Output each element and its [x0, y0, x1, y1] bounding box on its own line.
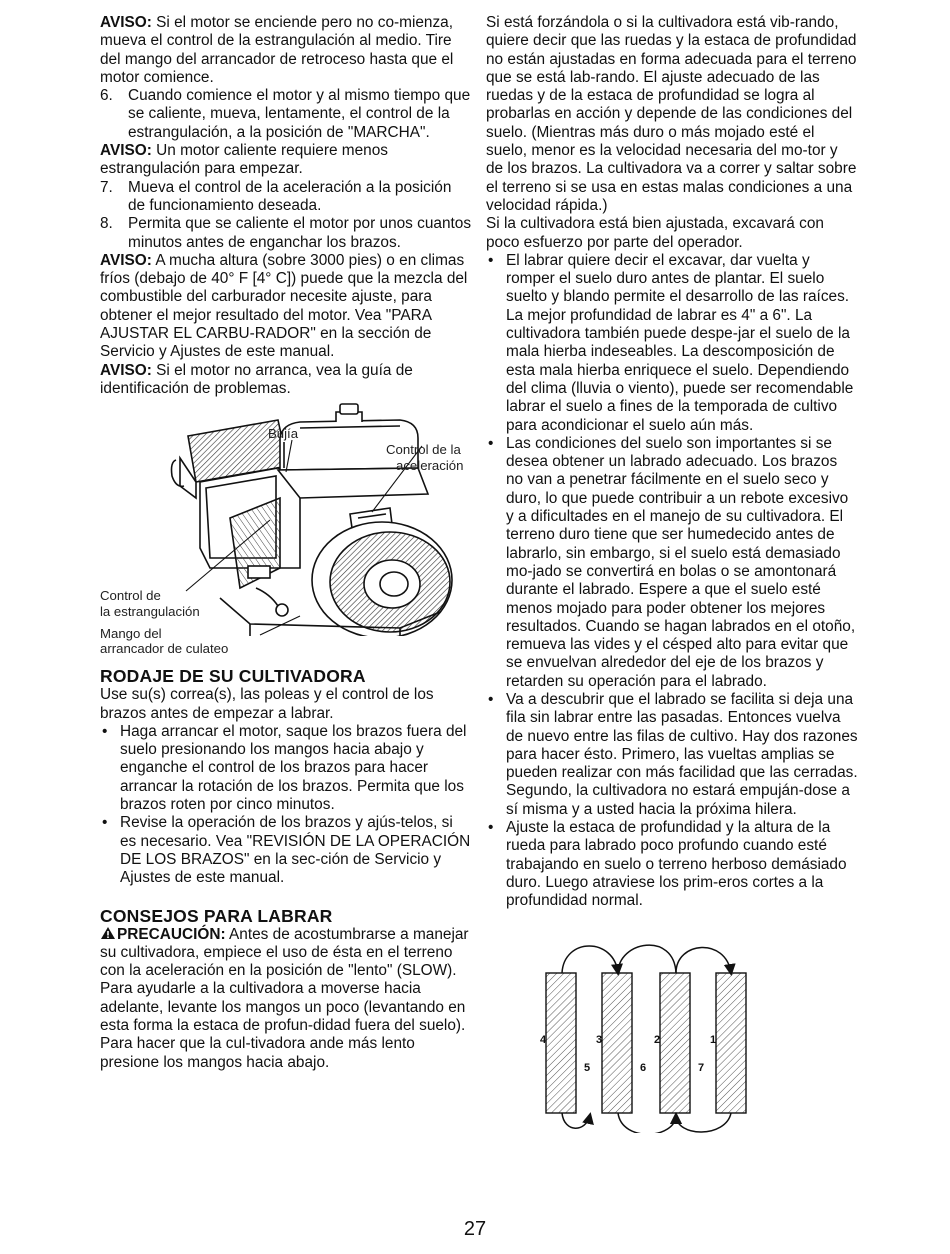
- heading-break-in: RODAJE DE SU CULTIVADORA: [100, 666, 366, 687]
- caution-paragraph: PRECAUCIÓN: Antes de acostumbrarse a manejar su cultivadora, empiece el uso de ésta en el terreno con la aceleración en la posición de "lento" (SLOW).: [100, 925, 469, 980]
- break-in-bullet-1: • Haga arrancar el motor, saque los brazos fuera del suelo presionando los mangos hacia abajo y enganche el control de los brazos para hacer arrancar la rotación de los brazos. Permita que los brazos roten por cinco minutos.: [102, 722, 467, 814]
- step-8: 8. Permita que se caliente el motor por unos cuantos minutos antes de enganchar los brazos.: [100, 215, 472, 251]
- step-6: 6. Cuando comience el motor y al mismo tiempo que se caliente, mueva, lentamente, el control de la estrangulación, a la posición de "MARCHA".: [100, 87, 471, 141]
- tips-bullet-4: • Ajuste la estaca de profundidad y la altura de la rueda para labrado poco profundo cuando esté trabajando en suelo o terreno herboso demásiado duro. Luego atraviese los prim-eros cortes a la profundidad normal.: [488, 819, 847, 910]
- tilling-pattern-diagram: [526, 933, 766, 1133]
- left-column: [100, 14, 472, 1072]
- label-spark-plug: Bujía: [268, 426, 299, 442]
- break-in-intro: Use su(s) correa(s), las poleas y el control de los brazos antes de empezar a labrar.: [100, 686, 434, 722]
- step-7: 7. Mueva el control de la aceleración a la posición de funcionamiento deseada.: [100, 178, 452, 214]
- page-number: 27: [463, 1218, 487, 1240]
- label-choke-control-1: Control de: [100, 588, 161, 604]
- notice-altitude: AVISO: A mucha altura (sobre 3000 pies) o en climas fríos (debajo de 40° F [4° C]) puede que la mezcla del combustible del carburador necesite ajuste, para obtener el mejor resultado del motor. Vea "PARA AJUSTAR EL CARBU-RADOR" en la sección de Servicio y Ajustes de este manual.: [100, 251, 468, 361]
- tips-bullet-1: • El labrar quiere decir el excavar, dar vuelta y romper el suelo duro antes de plantar. El suelo suelto y blando permite el desarrollo de las raíces. La mejor profundidad de labrar es 4" a 6". La cultivadora también puede despe-jar el suelo de la mala hierba indeseables. La descomposición de esta mala hierba enriquece el suelo. Dependiendo del clima (lluvia o viento), puede ser recomendable labrar el suelo a fines de la temporada de cultivo para acondicionar el suelo aún más.: [488, 251, 854, 434]
- warning-triangle-icon: [100, 926, 116, 940]
- vibration-paragraph: Si está forzándola o si la cultivadora está vib-rando, quiere decir que las ruedas y la estaca de profundidad no están ajustadas en forma adecuada para el terreno que se está lab-rando. El ajuste adecuado de las ruedas y de la estaca de profundidad se logra al probarlas en acción y depende de las condiciones del suelo. (Mientras más duro o más mojado esté el suelo, menor es la velocidad necesaria del mo-tor y de los brazos. La cultivadora va a correr y saltar sobre el terreno si se usa en estas malas condiciones a una velocidad rápida.): [486, 14, 857, 214]
- label-throttle-control-2: aceleración: [396, 458, 464, 474]
- label-choke-control-2: la estrangulación: [100, 604, 200, 620]
- label-throttle-control-1: Control de la: [386, 442, 461, 458]
- pass-number-6: 6: [640, 1061, 647, 1074]
- heading-tilling-tips: CONSEJOS PARA LABRAR: [100, 905, 333, 926]
- break-in-bullet-2: • Revise la operación de los brazos y ajús-telos, si es necesario. Vea "REVISIÓN DE LA OPERACIÓN DE LOS BRAZOS" en la sec-ción de Servicio y Ajustes de este manual.: [102, 814, 471, 887]
- engine-figure: [100, 398, 472, 642]
- pass-number-7: 7: [698, 1061, 705, 1074]
- label-starter-handle-1: Mango del: [100, 626, 162, 642]
- adjusted-paragraph: Si la cultivadora está bien ajustada, excavará con poco esfuerzo por parte del operador.: [486, 215, 824, 251]
- tips-bullet-2: • Las condiciones del suelo son importantes si se desea obtener un labrado adecuado. Los brazos no van a penetrar fácilmente en el suelo seco y duro, lo que puede contribuir a un rebote excesivo y a dificultades en el manejo de su cultivadora. El terreno duro tiene que ser humedecido antes de labrarlo, sin embargo, si el suelo está demasiado mo-jado se convertirá en bolas o se amontonará durante el labrado. Espere a que el suelo esté menos mojado para poder obtener los mejores resultados. Cuando se hagan labrados en el otoño, remueva las vides y el césped alto para evitar que se envuelvan alrededor del eje de los brazos y retarden su operación para el labrado.: [488, 434, 856, 690]
- row-number-3: 3: [596, 1033, 603, 1046]
- label-starter-handle-2: arrancador de culateo: [100, 641, 229, 657]
- right-column: [486, 14, 858, 1133]
- pass-number-5: 5: [584, 1061, 591, 1074]
- tilling-pattern-figure: [526, 933, 898, 1133]
- notice-warm-engine: AVISO: Un motor caliente requiere menos estrangulación para empezar.: [100, 142, 388, 178]
- tips-bullet-3: • Va a descubrir que el labrado se facilita si deja una fila sin labrar entre las pasadas. Entonces vuelva de nuevo entre las filas de cultivo. Hay dos razones para hacer ésto. Primero, las vueltas amplias se pueden realizar con más facilidad que las cerradas. Segundo, la cultivadora no estará empuján-dose a sí misma y a usted hacia la próxima hilera.: [488, 690, 858, 818]
- lift-handles-paragraph: Para ayudarle a la cultivadora a moverse hacia adelante, levante los mangos un poco (levantando en esta forma la estaca de profun-didad fuera del suelo). Para hacer que la cul-tivadora ande más lento presione los mangos hacia abajo.: [100, 980, 466, 1071]
- notice-choke-middle: AVISO: Si el motor se enciende pero no co-mienza, mueva el control de la estrangulación al medio. Tire del mango del arrancador de retroceso hasta que el motor comience.: [100, 14, 454, 86]
- row-number-2: 2: [654, 1033, 661, 1046]
- notice-no-start: AVISO: Si el motor no arranca, vea la guía de identificación de problemas.: [100, 361, 413, 397]
- row-number-1: 1: [710, 1033, 717, 1046]
- row-number-4: 4: [540, 1033, 547, 1046]
